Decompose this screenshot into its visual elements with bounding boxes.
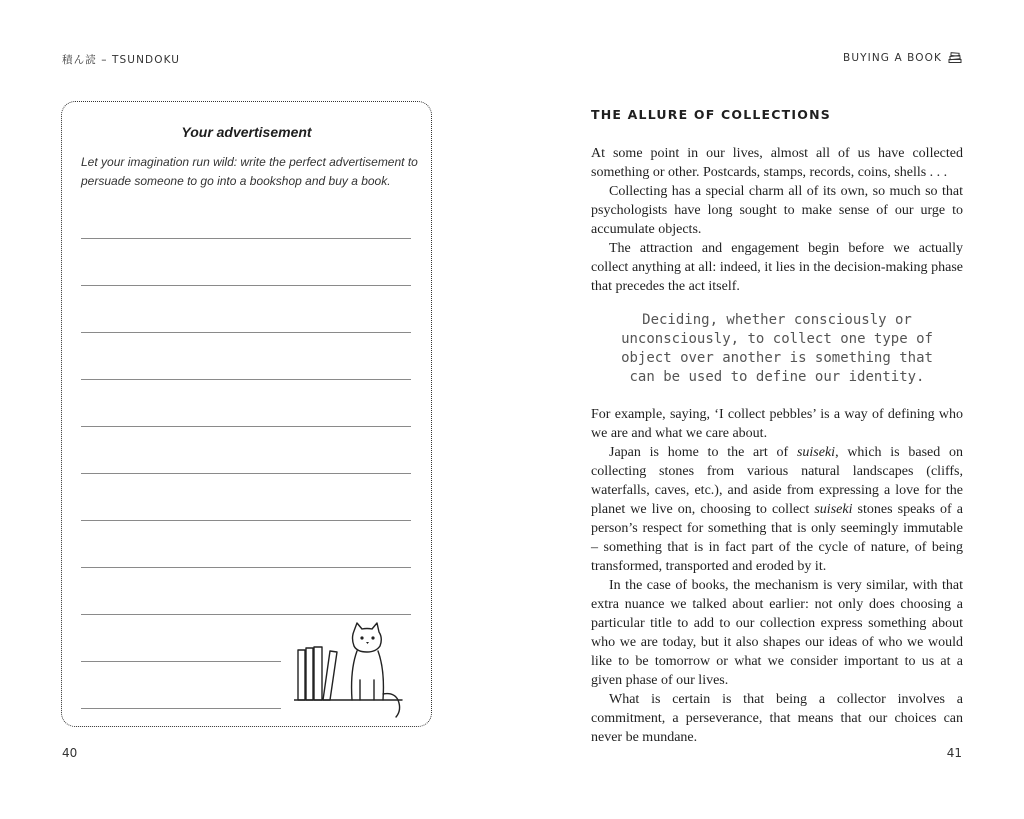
- paragraph: Collecting has a special charm all of its own, so much so that psychologists have long sought to make sense of our urge to accumulate objects.: [591, 184, 963, 237]
- writing-line: [81, 379, 411, 380]
- suiseki-term: suiseki: [814, 502, 853, 517]
- right-page: [512, 0, 1024, 819]
- suiseki-term: suiseki: [796, 445, 836, 460]
- paragraph: What is certain is that being a collector involves a commitment, a perseverance, that means that our choices can never be mundane.: [591, 692, 963, 745]
- writing-line: [81, 238, 411, 239]
- activity-box: [61, 101, 432, 727]
- book: [306, 648, 313, 700]
- cat-tail: [383, 694, 400, 717]
- cat-body: [352, 651, 384, 700]
- pull-quote: Deciding, whether consciously or unconsciously, to collect one type of object over another is something that can be used to define our identity.: [621, 312, 933, 385]
- writing-line: [81, 661, 281, 662]
- running-head-right: [843, 52, 962, 64]
- body-text-top: [591, 144, 963, 296]
- activity-title: Your advertisement: [181, 124, 312, 140]
- activity-instructions: Let your imagination run wild: write the perfect advertisement to persuade someone to go into a bookshop and buy a book.: [81, 155, 418, 188]
- cat-head: [353, 623, 382, 652]
- running-head-text: BUYING A BOOK: [843, 52, 942, 64]
- paragraph: For example, saying, ‘I collect pebbles’ is a way of defining who we are and what we care about.: [591, 407, 963, 441]
- writing-line: [81, 708, 281, 709]
- writing-line: [81, 520, 411, 521]
- paragraph: At some point in our lives, almost all of us have collected something or other. Postcards, stamps, records, coins, shells . . .: [591, 146, 963, 180]
- page-number-left: 40: [62, 746, 78, 760]
- paragraph: The attraction and engagement begin before we actually collect anything at all: indeed, it lies in the decision-making phase that precedes the act itself.: [591, 241, 963, 294]
- cat-with-books-illustration: [294, 620, 412, 720]
- body-text-bottom: [591, 405, 963, 747]
- page-number-right: 41: [946, 746, 962, 760]
- running-head-left: 積ん読 – TSUNDOKU: [62, 54, 181, 66]
- book-stack-icon: [948, 52, 962, 64]
- writing-line: [81, 426, 411, 427]
- paragraph: Japan is home to the art of suiseki, which is based on collecting stones from various natural landscapes (cliffs, waterfalls, caves, etc.), and aside from expressing a love for the planet we live on, choosing to collect suiseki stones speaks of a person’s respect for something that is only seemingly immutable – something that is in fact part of the cycle of nature, of being transformed, transported and eroded by it.: [591, 445, 963, 574]
- book: [314, 647, 322, 700]
- cat-legs: [360, 680, 374, 700]
- writing-line: [81, 285, 411, 286]
- book: [298, 650, 305, 700]
- book-leaning: [323, 651, 337, 700]
- section-heading: THE ALLURE OF COLLECTIONS: [591, 107, 831, 122]
- writing-line: [81, 332, 411, 333]
- writing-line: [81, 473, 411, 474]
- writing-line: [81, 614, 411, 615]
- paragraph: In the case of books, the mechanism is very similar, with that extra nuance we talked about earlier: not only does choosing a particular title to add to our collection express something about who we are today, but it also shapes our ideas of who we would like to be tomorrow or what we consider important to us at a given phase of our lives.: [591, 578, 963, 688]
- writing-line: [81, 567, 411, 568]
